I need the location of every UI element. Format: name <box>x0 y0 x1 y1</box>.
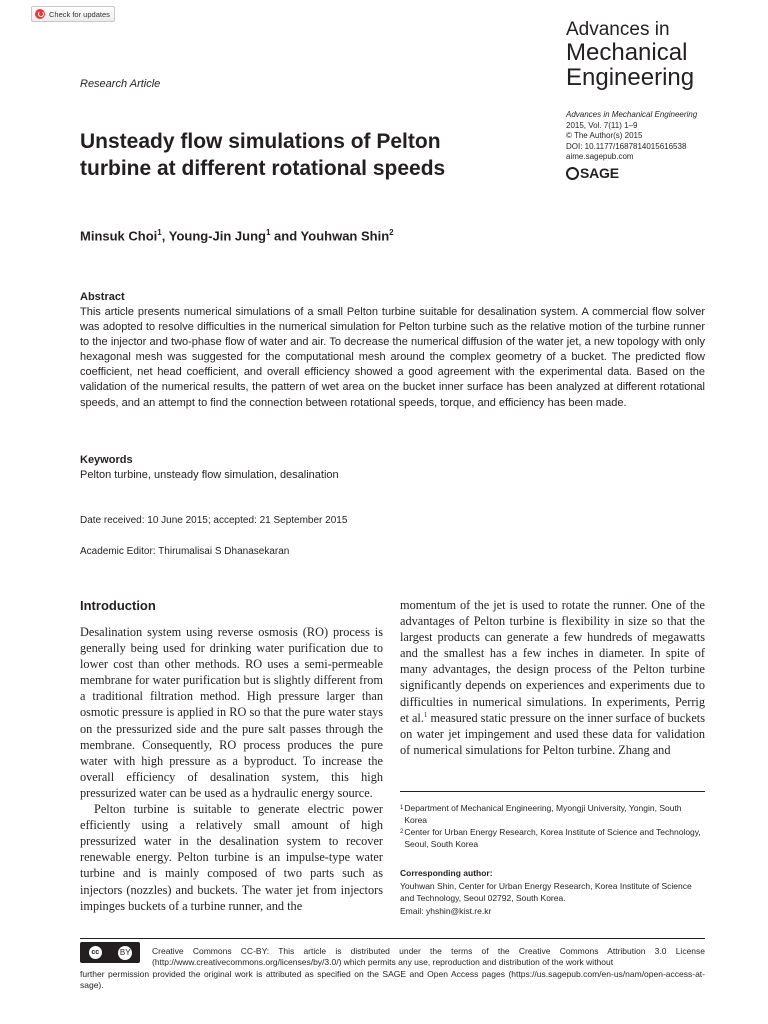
affiliation-item <box>400 826 705 850</box>
update-icon <box>35 9 45 19</box>
body-column-left <box>80 624 383 914</box>
license-text-indented: Creative Commons CC-BY: This article is distributed under the terms of the Creative Commons Attribution 3.0 License (http://www.creativecommons.org/licenses/by/3.0/) which permits any use, reproduction and distribution of the work without <box>152 946 705 968</box>
meta-copyright: © The Author(s) 2015 <box>566 131 643 140</box>
creative-commons-badge[interactable] <box>80 942 140 963</box>
author-name: Minsuk Choi <box>80 228 158 244</box>
author-separator: , <box>161 228 169 244</box>
affiliations <box>400 802 705 850</box>
corresponding-author-address: Youhwan Shin, Center for Urban Energy Research, Korea Institute of Science and Technology, Seoul 02792, South Korea. <box>400 881 692 904</box>
meta-volume: 2015, Vol. 7(11) 1–9 <box>566 120 638 130</box>
body-column-right <box>400 597 705 758</box>
affiliation-item <box>400 802 705 826</box>
sage-logo-text: SAGE <box>580 165 619 181</box>
keywords-text: Pelton turbine, unsteady flow simulation, desalination <box>80 469 339 481</box>
sage-logo <box>566 165 619 181</box>
license-text-rest: further permission provided the original work is attributed as specified on the SAGE and Open Access pages (https://us.sagepub.com/en-us/nam/open-access-at-sage). <box>80 968 705 991</box>
journal-title-line-3: Engineering <box>566 64 695 91</box>
body-paragraph: Desalination system using reverse osmosis (RO) process is generally being used for drinking water purification due to lower cost than other methods. RO uses a semi-permeable membrane for water purification but is slightly different from a traditional filtration method. High pressure larger than osmotic pressure is applied in RO so that the pure water stays on the pressurized side and the pure salt passes through the membrane. Consequently, RO process produces the pure water with high pressure as a byproduct. To increase the overall efficiency of desalination system, this high pressurized water can be used as a hydraulic energy source. <box>80 625 383 800</box>
meta-site-link[interactable]: aime.sagepub.com <box>566 152 634 161</box>
date-received: Date received: 10 June 2015; accepted: 21 September 2015 <box>80 515 348 526</box>
journal-title-line-1: Advances in <box>566 19 670 40</box>
corresponding-author-heading: Corresponding author: <box>400 868 493 878</box>
corresponding-author-email[interactable]: Email: yhshin@kist.re.kr <box>400 905 492 916</box>
affiliation-text: Department of Mechanical Engineering, Myongji University, Yongin, South Korea <box>404 803 682 825</box>
body-paragraph <box>400 597 705 758</box>
affiliation-number: 1 <box>400 805 404 811</box>
article-title: Unsteady flow simulations of Pelton turbine at different rotational speeds <box>80 130 446 180</box>
body-paragraph: Pelton turbine is suitable to generate electric power efficiently using a relatively small amount of high pressurized water in the desalination system to recover renewable energy. Pelton turbine is an impulse-type water turbine and is mainly composed of two parts such as injectors (nozzles) and buckets. The water jet from injectors impinges buckets of a turbine runner, and the <box>80 802 383 913</box>
author-name: Young-Jin Jung <box>168 228 266 244</box>
abstract-heading: Abstract <box>80 291 125 303</box>
creative-commons-icon: cc <box>88 945 103 960</box>
license-text <box>80 946 705 992</box>
author-affiliation-mark: 2 <box>389 228 394 237</box>
academic-editor: Academic Editor: Thirumalisai S Dhanasekaran <box>80 546 290 557</box>
affiliation-text: Center for Urban Energy Research, Korea Institute of Science and Technology, Seoul, South Korea <box>404 827 701 849</box>
meta-doi[interactable]: DOI: 10.1177/1687814015616538 <box>566 141 687 151</box>
citation-reference[interactable]: 1 <box>423 710 428 719</box>
abstract-text: This article presents numerical simulations of a small Pelton turbine suitable for desalination system. A commercial flow solver was adopted to resolve difficulties in the numerical simulation for Pelton turbine such as the relative motion of the turbine runner to the injector and two-phase flow of water and air. To decrease the numerical diffusion of the water jet, a new topology with only hexagonal mesh was suggested for the computational mesh around the complex geometry of a bucket. The predicted flow coefficient, net head coefficient, and overall efficiency showed a good agreement with the experimental data. Based on the validation of the numerical results, the pattern of wet area on the bucket inner surface has been analyzed at different rotational speeds, and an attempt to find the connection between rotational speeds, torque, and efficiency has been made. <box>80 306 705 409</box>
check-for-updates-button[interactable] <box>31 6 115 22</box>
sage-logo-icon <box>566 167 579 180</box>
footnote-divider <box>400 791 705 792</box>
journal-meta <box>566 110 697 163</box>
author-separator: and <box>270 228 301 244</box>
attribution-icon: BY <box>118 946 132 960</box>
author-affiliation-mark: 1 <box>265 228 271 237</box>
body-text: momentum of the jet is used to rotate the runner. One of the advantages of Pelton turbine is flexibility in size so that the largest products can generate a few hundreds of megawatts and the smallest has a few inches in diameter. In spite of many advantages, the design process of the Pelton turbine significantly depends on experiences and experiments due to difficulties in numerical simulations. In experiments, Perrig et al. <box>400 598 705 725</box>
meta-journal-name: Advances in Mechanical Engineering <box>566 110 698 119</box>
section-heading-introduction: Introduction <box>80 598 156 613</box>
body-text: measured static pressure on the inner surface of buckets on water jet impingement and used these data for validation of numerical simulations for Pelton turbine. Zhang and <box>400 710 706 757</box>
check-for-updates-label: Check for updates <box>49 9 110 19</box>
article-type: Research Article <box>80 78 161 90</box>
license-divider <box>80 938 705 939</box>
author-name: Youhwan Shin <box>300 228 390 244</box>
keywords-heading: Keywords <box>80 454 133 466</box>
journal-title-line-2: Mechanical <box>566 39 688 66</box>
author-affiliation-mark: 1 <box>157 228 162 237</box>
journal-title <box>566 20 694 90</box>
author-list <box>80 228 394 243</box>
affiliation-number: 2 <box>400 829 404 835</box>
corresponding-author-details <box>400 880 705 917</box>
